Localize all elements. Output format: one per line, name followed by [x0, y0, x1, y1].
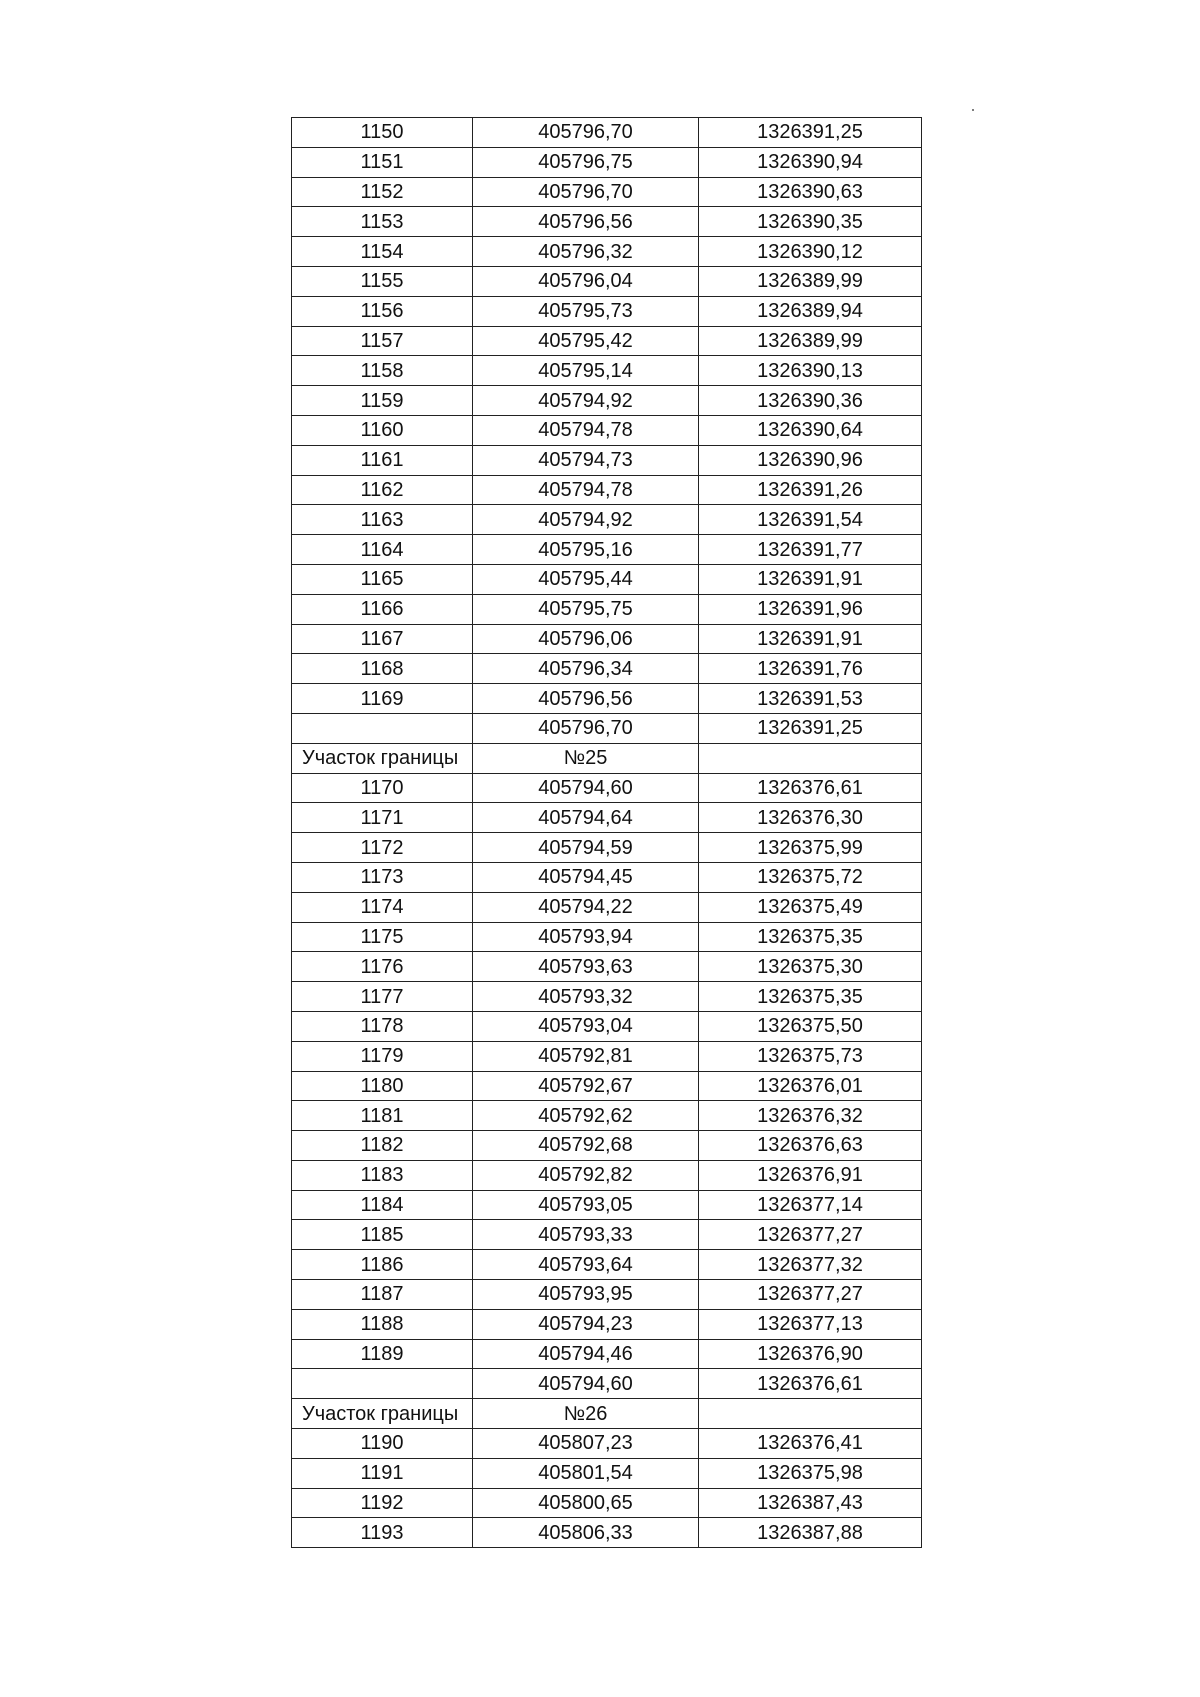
- point-number-cell: 1160: [292, 415, 473, 445]
- y-coordinate-cell: 1326390,96: [699, 445, 922, 475]
- table-row: [292, 1041, 922, 1071]
- point-number-cell: 1154: [292, 237, 473, 267]
- section-header-row: [292, 743, 922, 773]
- y-coordinate-cell: 1326390,63: [699, 177, 922, 207]
- table-row: [292, 1369, 922, 1399]
- x-coordinate-cell: 405793,95: [473, 1280, 699, 1310]
- x-coordinate-cell: 405795,75: [473, 594, 699, 624]
- table-row: [292, 356, 922, 386]
- x-coordinate-cell: 405793,05: [473, 1190, 699, 1220]
- point-number-cell: 1186: [292, 1250, 473, 1280]
- x-coordinate-cell: 405796,34: [473, 654, 699, 684]
- table-row: [292, 833, 922, 863]
- point-number-cell: 1158: [292, 356, 473, 386]
- table-row: [292, 1488, 922, 1518]
- x-coordinate-cell: 405795,73: [473, 296, 699, 326]
- y-coordinate-cell: 1326375,30: [699, 952, 922, 982]
- y-coordinate-cell: 1326375,49: [699, 892, 922, 922]
- x-coordinate-cell: 405796,70: [473, 118, 699, 148]
- x-coordinate-cell: 405795,44: [473, 564, 699, 594]
- x-coordinate-cell: 405806,33: [473, 1518, 699, 1548]
- y-coordinate-cell: 1326375,50: [699, 1011, 922, 1041]
- table-row: [292, 1190, 922, 1220]
- x-coordinate-cell: 405793,64: [473, 1250, 699, 1280]
- y-coordinate-cell: 1326390,35: [699, 207, 922, 237]
- y-coordinate-cell: 1326389,99: [699, 326, 922, 356]
- y-coordinate-cell: 1326377,27: [699, 1280, 922, 1310]
- point-number-cell: 1174: [292, 892, 473, 922]
- table-row: [292, 803, 922, 833]
- y-coordinate-cell: 1326377,27: [699, 1220, 922, 1250]
- table-row: [292, 1071, 922, 1101]
- point-number-cell: 1163: [292, 505, 473, 535]
- table-row: [292, 415, 922, 445]
- point-number-cell: 1153: [292, 207, 473, 237]
- y-coordinate-cell: 1326390,36: [699, 386, 922, 416]
- point-number-cell: 1164: [292, 535, 473, 565]
- table-row: [292, 147, 922, 177]
- section-number-cell: №25: [473, 743, 699, 773]
- point-number-cell: 1177: [292, 982, 473, 1012]
- point-number-cell: 1192: [292, 1488, 473, 1518]
- y-coordinate-cell: 1326377,13: [699, 1309, 922, 1339]
- x-coordinate-cell: 405800,65: [473, 1488, 699, 1518]
- point-number-cell: 1150: [292, 118, 473, 148]
- table-row: [292, 1458, 922, 1488]
- y-coordinate-cell: 1326391,76: [699, 654, 922, 684]
- point-number-cell: 1175: [292, 922, 473, 952]
- point-number-cell: 1182: [292, 1131, 473, 1161]
- y-coordinate-cell: 1326391,77: [699, 535, 922, 565]
- table-row: [292, 475, 922, 505]
- table-row: [292, 952, 922, 982]
- x-coordinate-cell: 405794,78: [473, 475, 699, 505]
- y-coordinate-cell: 1326391,96: [699, 594, 922, 624]
- point-number-cell: 1161: [292, 445, 473, 475]
- y-coordinate-cell: 1326375,73: [699, 1041, 922, 1071]
- x-coordinate-cell: 405794,60: [473, 1369, 699, 1399]
- table-row: [292, 1309, 922, 1339]
- table-row: [292, 326, 922, 356]
- section-label-cell: Участок границы: [292, 1399, 473, 1429]
- point-number-cell: [292, 1369, 473, 1399]
- y-coordinate-cell: 1326377,14: [699, 1190, 922, 1220]
- y-coordinate-cell: 1326376,32: [699, 1101, 922, 1131]
- section-label-cell: Участок границы: [292, 743, 473, 773]
- x-coordinate-cell: 405796,56: [473, 207, 699, 237]
- point-number-cell: 1188: [292, 1309, 473, 1339]
- x-coordinate-cell: 405796,06: [473, 624, 699, 654]
- x-coordinate-cell: 405792,67: [473, 1071, 699, 1101]
- x-coordinate-cell: 405794,64: [473, 803, 699, 833]
- table-row: [292, 654, 922, 684]
- point-number-cell: 1183: [292, 1160, 473, 1190]
- table-row: [292, 1250, 922, 1280]
- point-number-cell: 1191: [292, 1458, 473, 1488]
- x-coordinate-cell: 405792,68: [473, 1131, 699, 1161]
- x-coordinate-cell: 405793,04: [473, 1011, 699, 1041]
- y-coordinate-cell: 1326377,32: [699, 1250, 922, 1280]
- table-row: [292, 535, 922, 565]
- x-coordinate-cell: 405794,92: [473, 386, 699, 416]
- point-number-cell: 1157: [292, 326, 473, 356]
- x-coordinate-cell: 405792,81: [473, 1041, 699, 1071]
- y-coordinate-cell: 1326390,64: [699, 415, 922, 445]
- table-row: [292, 624, 922, 654]
- y-coordinate-cell: 1326391,54: [699, 505, 922, 535]
- x-coordinate-cell: 405794,59: [473, 833, 699, 863]
- y-coordinate-cell: 1326376,41: [699, 1429, 922, 1459]
- point-number-cell: 1176: [292, 952, 473, 982]
- point-number-cell: 1172: [292, 833, 473, 863]
- y-coordinate-cell: 1326389,99: [699, 266, 922, 296]
- point-number-cell: 1162: [292, 475, 473, 505]
- point-number-cell: 1151: [292, 147, 473, 177]
- x-coordinate-cell: 405796,70: [473, 713, 699, 743]
- point-number-cell: 1189: [292, 1339, 473, 1369]
- x-coordinate-cell: 405796,75: [473, 147, 699, 177]
- table-row: [292, 922, 922, 952]
- point-number-cell: 1187: [292, 1280, 473, 1310]
- point-number-cell: 1152: [292, 177, 473, 207]
- section-header-row: [292, 1399, 922, 1429]
- x-coordinate-cell: 405796,04: [473, 266, 699, 296]
- y-coordinate-cell: 1326390,12: [699, 237, 922, 267]
- y-coordinate-cell: 1326391,91: [699, 564, 922, 594]
- y-coordinate-cell: 1326375,72: [699, 862, 922, 892]
- x-coordinate-cell: 405795,42: [473, 326, 699, 356]
- table-row: [292, 177, 922, 207]
- x-coordinate-cell: 405794,23: [473, 1309, 699, 1339]
- x-coordinate-cell: 405795,14: [473, 356, 699, 386]
- point-number-cell: 1190: [292, 1429, 473, 1459]
- x-coordinate-cell: 405794,73: [473, 445, 699, 475]
- table-row: [292, 207, 922, 237]
- point-number-cell: 1166: [292, 594, 473, 624]
- table-row: [292, 1339, 922, 1369]
- table-row: [292, 1101, 922, 1131]
- point-number-cell: 1165: [292, 564, 473, 594]
- point-number-cell: 1178: [292, 1011, 473, 1041]
- x-coordinate-cell: 405796,70: [473, 177, 699, 207]
- x-coordinate-cell: 405794,60: [473, 773, 699, 803]
- x-coordinate-cell: 405795,16: [473, 535, 699, 565]
- x-coordinate-cell: 405794,92: [473, 505, 699, 535]
- table-row: [292, 505, 922, 535]
- point-number-cell: 1169: [292, 684, 473, 714]
- table-row: [292, 684, 922, 714]
- point-number-cell: 1156: [292, 296, 473, 326]
- y-coordinate-cell: 1326375,35: [699, 922, 922, 952]
- y-coordinate-cell: 1326387,43: [699, 1488, 922, 1518]
- y-coordinate-cell: 1326391,25: [699, 118, 922, 148]
- x-coordinate-cell: 405807,23: [473, 1429, 699, 1459]
- point-number-cell: 1184: [292, 1190, 473, 1220]
- coordinates-table-body: [292, 118, 922, 1548]
- x-coordinate-cell: 405794,78: [473, 415, 699, 445]
- y-coordinate-cell: 1326376,63: [699, 1131, 922, 1161]
- y-coordinate-cell: 1326376,61: [699, 773, 922, 803]
- y-coordinate-cell: 1326391,25: [699, 713, 922, 743]
- table-row: [292, 1011, 922, 1041]
- y-coordinate-cell: 1326376,01: [699, 1071, 922, 1101]
- table-row: [292, 564, 922, 594]
- table-row: [292, 713, 922, 743]
- point-number-cell: 1173: [292, 862, 473, 892]
- x-coordinate-cell: 405793,33: [473, 1220, 699, 1250]
- table-row: [292, 892, 922, 922]
- y-coordinate-cell: 1326387,88: [699, 1518, 922, 1548]
- point-number-cell: 1171: [292, 803, 473, 833]
- table-row: [292, 773, 922, 803]
- y-coordinate-cell: 1326376,30: [699, 803, 922, 833]
- scan-speck: [972, 109, 974, 111]
- point-number-cell: 1180: [292, 1071, 473, 1101]
- y-coordinate-cell: 1326376,90: [699, 1339, 922, 1369]
- y-coordinate-cell: 1326375,99: [699, 833, 922, 863]
- y-coordinate-cell: 1326375,98: [699, 1458, 922, 1488]
- y-coordinate-cell: 1326376,91: [699, 1160, 922, 1190]
- x-coordinate-cell: 405801,54: [473, 1458, 699, 1488]
- point-number-cell: 1193: [292, 1518, 473, 1548]
- point-number-cell: 1168: [292, 654, 473, 684]
- x-coordinate-cell: 405793,63: [473, 952, 699, 982]
- table-row: [292, 1518, 922, 1548]
- table-row: [292, 862, 922, 892]
- y-coordinate-cell: 1326390,13: [699, 356, 922, 386]
- point-number-cell: 1179: [292, 1041, 473, 1071]
- point-number-cell: [292, 713, 473, 743]
- section-extra-cell: [699, 743, 922, 773]
- x-coordinate-cell: 405796,32: [473, 237, 699, 267]
- point-number-cell: 1185: [292, 1220, 473, 1250]
- table-row: [292, 1280, 922, 1310]
- table-row: [292, 1160, 922, 1190]
- y-coordinate-cell: 1326391,26: [699, 475, 922, 505]
- y-coordinate-cell: 1326376,61: [699, 1369, 922, 1399]
- x-coordinate-cell: 405792,62: [473, 1101, 699, 1131]
- section-number-cell: №26: [473, 1399, 699, 1429]
- x-coordinate-cell: 405794,22: [473, 892, 699, 922]
- x-coordinate-cell: 405793,32: [473, 982, 699, 1012]
- y-coordinate-cell: 1326375,35: [699, 982, 922, 1012]
- y-coordinate-cell: 1326390,94: [699, 147, 922, 177]
- table-row: [292, 1429, 922, 1459]
- point-number-cell: 1181: [292, 1101, 473, 1131]
- y-coordinate-cell: 1326391,53: [699, 684, 922, 714]
- table-row: [292, 386, 922, 416]
- table-row: [292, 594, 922, 624]
- x-coordinate-cell: 405796,56: [473, 684, 699, 714]
- y-coordinate-cell: 1326391,91: [699, 624, 922, 654]
- point-number-cell: 1170: [292, 773, 473, 803]
- x-coordinate-cell: 405792,82: [473, 1160, 699, 1190]
- table-row: [292, 982, 922, 1012]
- x-coordinate-cell: 405793,94: [473, 922, 699, 952]
- section-extra-cell: [699, 1399, 922, 1429]
- table-row: [292, 445, 922, 475]
- table-row: [292, 296, 922, 326]
- table-row: [292, 1220, 922, 1250]
- point-number-cell: 1155: [292, 266, 473, 296]
- table-row: [292, 118, 922, 148]
- coordinates-table: [291, 117, 922, 1548]
- table-row: [292, 237, 922, 267]
- table-row: [292, 1131, 922, 1161]
- point-number-cell: 1159: [292, 386, 473, 416]
- y-coordinate-cell: 1326389,94: [699, 296, 922, 326]
- table-row: [292, 266, 922, 296]
- x-coordinate-cell: 405794,46: [473, 1339, 699, 1369]
- x-coordinate-cell: 405794,45: [473, 862, 699, 892]
- point-number-cell: 1167: [292, 624, 473, 654]
